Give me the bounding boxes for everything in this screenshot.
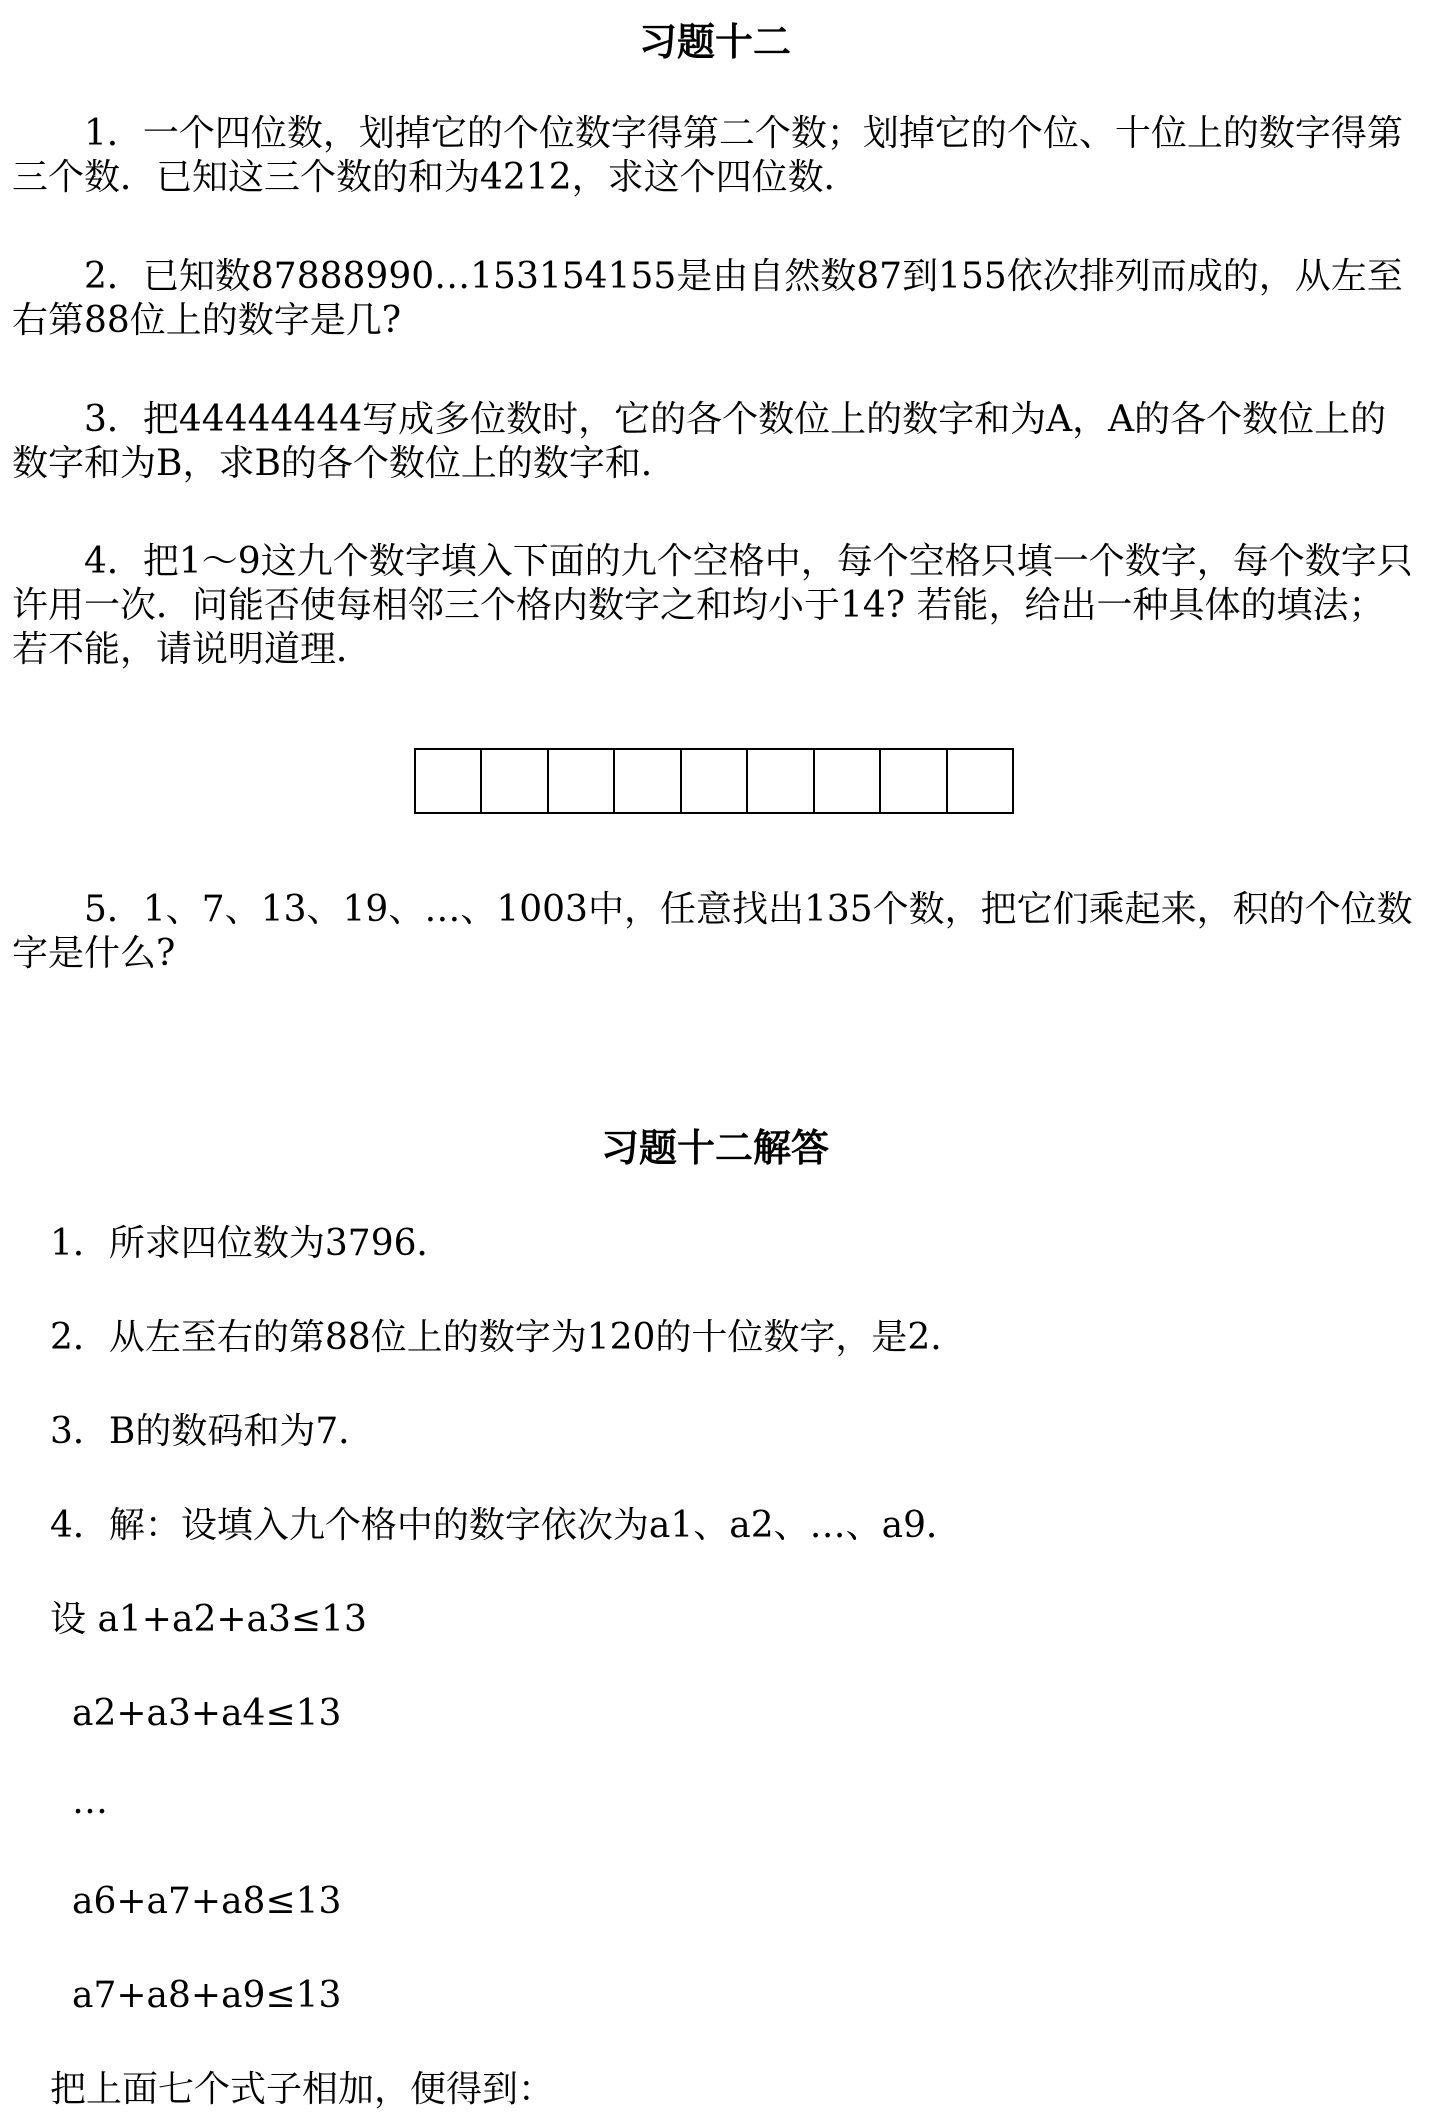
grid-cell	[416, 750, 482, 812]
problem-1: 1．一个四位数，划掉它的个位数字得第二个数；划掉它的个位、十位上的数字得第三个数．已知这三个数的和为4212，求这个四位数．	[12, 113, 1403, 198]
exercise-title: 习题十二	[638, 19, 791, 64]
problem-3: 3．把44444444写成多位数时，它的各个数位上的数字和为A，A的各个数位上的数字和为B，求B的各个数位上的数字和．	[12, 399, 1387, 484]
problem-5: 5．1、7、13、19、…、1003中，任意找出135个数，把它们乘起来，积的个位数字是什么?	[12, 889, 1413, 974]
grid-cell	[948, 750, 1012, 812]
answers-title: 习题十二解答	[600, 1125, 829, 1170]
grid-cell	[482, 750, 548, 812]
grid-cell	[549, 750, 615, 812]
nine-cell-grid	[414, 748, 1014, 814]
grid-cell	[682, 750, 748, 812]
inequality-ellipsis: …	[72, 1781, 108, 1822]
answer-3: 3．B的数码和为7．	[50, 1411, 375, 1452]
inequality-line: a7+a8+a9≤13	[72, 1975, 342, 2016]
grid-cell	[881, 750, 947, 812]
grid-cell	[748, 750, 814, 812]
answer-4-setup: 设 a1+a2+a3≤13	[50, 1599, 367, 1640]
answer-4: 4．解：设填入九个格中的数字依次为a1、a2、…、a9．	[50, 1505, 963, 1546]
problem-2: 2．已知数87888990…153154155是由自然数87到155依次排列而成的，从左至右第88位上的数字是几?	[12, 256, 1403, 341]
grid-cell	[615, 750, 681, 812]
answer-2: 2．从左至右的第88位上的数字为120的十位数字，是2．	[50, 1317, 967, 1358]
inequality-line: a6+a7+a8≤13	[72, 1881, 342, 1922]
grid-cell	[815, 750, 881, 812]
problem-4: 4．把1～9这九个数字填入下面的九个空格中，每个空格只填一个数字，每个数字只许用一次．问能否使每相邻三个格内数字之和均小于14? 若能，给出一种具体的填法；若不能，请说明道理．	[12, 541, 1413, 670]
inequality-line: a2+a3+a4≤13	[72, 1693, 342, 1734]
answer-1: 1．所求四位数为3796．	[50, 1223, 453, 1264]
answer-closing: 把上面七个式子相加，便得到：	[50, 2069, 555, 2110]
